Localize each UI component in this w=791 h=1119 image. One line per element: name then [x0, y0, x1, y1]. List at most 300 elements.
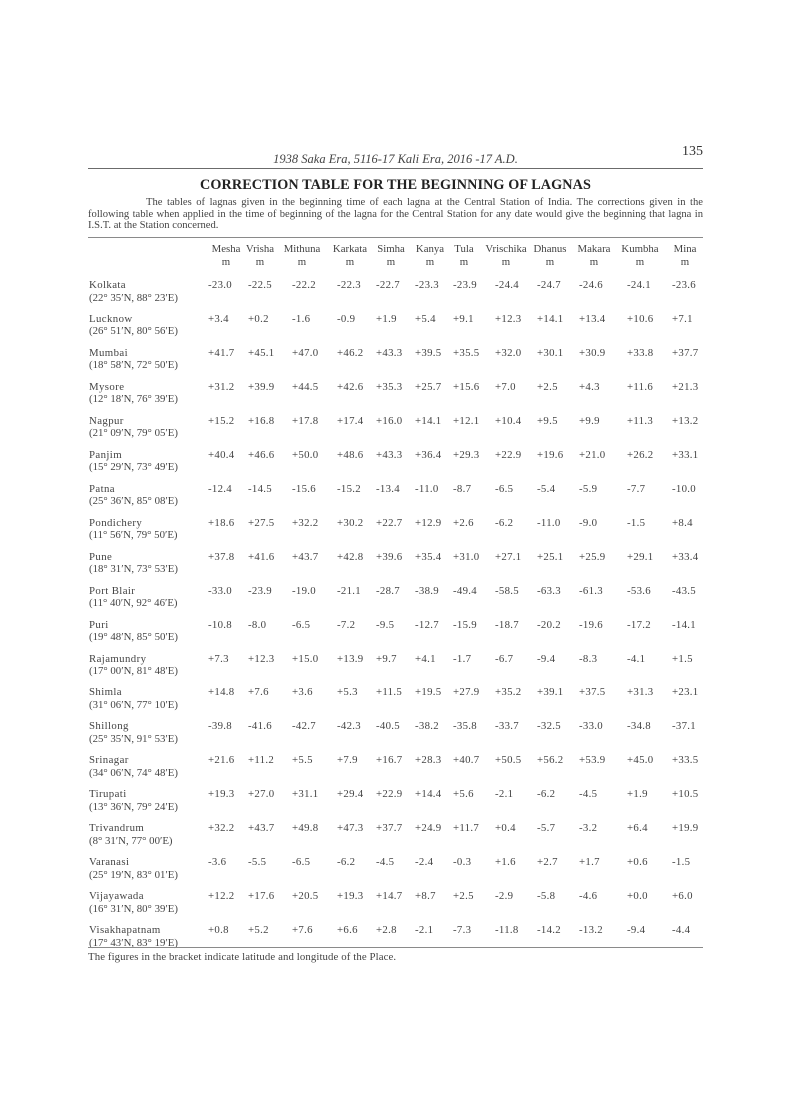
column-name: Mina — [673, 243, 697, 255]
correction-value: -23.9 — [453, 279, 477, 291]
correction-value: +14.1 — [415, 414, 442, 427]
correction-value: -6.5 — [292, 618, 311, 631]
place-coordinates: (13° 36′N, 79° 24′E) — [89, 800, 178, 813]
correction-value: +27.1 — [495, 550, 522, 563]
place-cell — [89, 754, 178, 779]
correction-value: +2.5 — [453, 890, 474, 903]
place-cell — [89, 924, 178, 949]
column-name: Kanya — [415, 243, 445, 255]
correction-value: +15.6 — [453, 380, 480, 393]
column-name: Vrischika — [485, 243, 527, 255]
correction-value: -4.5 — [376, 856, 395, 869]
column-unit: m — [545, 256, 555, 268]
correction-value: -15.6 — [292, 482, 316, 495]
correction-value: +9.9 — [579, 414, 600, 427]
correction-value: -38.9 — [415, 584, 439, 597]
place-coordinates: (17° 43′N, 83° 19′E) — [89, 936, 178, 949]
correction-value: +7.6 — [248, 686, 269, 699]
place-coordinates: (25° 36′N, 85° 08′E) — [89, 495, 178, 508]
correction-value: +22.9 — [495, 448, 522, 461]
correction-value: -32.5 — [537, 720, 561, 733]
column-header — [578, 243, 611, 269]
correction-value: -9.0 — [579, 516, 598, 529]
correction-value: -2.1 — [495, 788, 514, 801]
correction-value: +32.0 — [495, 346, 522, 359]
place-coordinates: (22° 35′N, 88° 23′E) — [89, 291, 178, 304]
correction-value: +16.8 — [248, 414, 275, 427]
column-name: Mithuna — [283, 243, 321, 255]
correction-value: -40.5 — [376, 720, 400, 733]
correction-value: -33.7 — [495, 720, 519, 733]
correction-value: +7.9 — [337, 754, 358, 767]
correction-value: +43.7 — [248, 822, 275, 835]
correction-value: +21.0 — [579, 448, 606, 461]
correction-value: -10.8 — [208, 618, 232, 631]
correction-value: +30.1 — [537, 346, 564, 359]
table-row — [0, 517, 791, 547]
correction-value: -43.5 — [672, 584, 696, 597]
place-cell — [89, 449, 178, 474]
correction-value: -1.5 — [627, 516, 646, 529]
correction-value: -19.6 — [579, 618, 603, 631]
correction-value: +14.7 — [376, 890, 403, 903]
correction-value: -0.9 — [337, 312, 356, 325]
correction-value: +35.5 — [453, 346, 480, 359]
correction-value: -21.1 — [337, 584, 361, 597]
correction-value: +36.4 — [415, 448, 442, 461]
correction-value: -14.1 — [672, 618, 696, 631]
correction-value: +19.9 — [672, 822, 699, 835]
table-row — [0, 619, 791, 649]
correction-value: +9.1 — [453, 312, 474, 325]
correction-value: +19.3 — [337, 890, 364, 903]
correction-value: +7.1 — [672, 312, 693, 325]
place-coordinates: (31° 06′N, 77° 10′E) — [89, 698, 178, 711]
correction-value: +35.4 — [415, 550, 442, 563]
place-cell — [89, 415, 178, 440]
correction-value: +39.9 — [248, 380, 275, 393]
correction-value: +56.2 — [537, 754, 564, 767]
correction-value: +8.4 — [672, 516, 693, 529]
correction-value: +13.4 — [579, 312, 606, 325]
table-row — [0, 856, 791, 886]
place-coordinates: (19° 48′N, 85° 50′E) — [89, 631, 178, 643]
correction-value: -7.3 — [453, 924, 472, 937]
correction-value: +41.6 — [248, 550, 275, 563]
correction-value: -33.0 — [208, 584, 232, 597]
correction-value: -35.8 — [453, 720, 477, 733]
correction-value: +31.3 — [627, 686, 654, 699]
correction-value: -15.2 — [337, 482, 361, 495]
place-cell — [89, 890, 178, 915]
column-unit: m — [589, 256, 599, 268]
correction-value: -38.2 — [415, 720, 439, 733]
correction-value: +12.2 — [208, 890, 235, 903]
correction-value: -2.1 — [415, 924, 434, 937]
correction-value: +13.9 — [337, 652, 364, 665]
place-name: Port Blair — [89, 584, 136, 597]
place-name: Pondichery — [89, 516, 143, 529]
correction-value: -13.4 — [376, 482, 400, 495]
correction-value: +37.7 — [376, 822, 403, 835]
correction-value: +5.5 — [292, 754, 313, 767]
correction-value: -7.2 — [337, 618, 356, 631]
table-row — [0, 686, 791, 716]
correction-value: -63.3 — [537, 584, 561, 597]
correction-value: -5.5 — [248, 856, 267, 869]
place-coordinates: (15° 29′N, 73° 49′E) — [89, 461, 178, 474]
correction-value: +33.1 — [672, 448, 699, 461]
correction-value: -22.5 — [248, 279, 272, 291]
footnote: The figures in the bracket indicate latitude and longitude of the Place. — [88, 951, 397, 963]
correction-value: +32.2 — [208, 822, 235, 835]
correction-value: +19.3 — [208, 788, 235, 801]
place-cell — [89, 653, 178, 678]
column-unit: m — [297, 256, 307, 268]
correction-value: -58.5 — [495, 584, 519, 597]
correction-value: +40.4 — [208, 448, 235, 461]
correction-value: +6.0 — [672, 890, 693, 903]
correction-value: +49.8 — [292, 822, 319, 835]
correction-value: +27.5 — [248, 516, 275, 529]
correction-value: +37.8 — [208, 550, 235, 563]
place-name: Panjim — [89, 448, 122, 461]
correction-value: +25.7 — [415, 380, 442, 393]
place-coordinates: (21° 09′N, 79° 05′E) — [89, 427, 178, 440]
correction-value: -24.4 — [495, 279, 519, 291]
correction-value: -2.4 — [415, 856, 434, 869]
correction-value: +33.8 — [627, 346, 654, 359]
place-cell — [89, 788, 178, 813]
table-row — [0, 890, 791, 920]
correction-value: +6.4 — [627, 822, 648, 835]
place-coordinates: (11° 56′N, 79° 50′E) — [89, 529, 178, 542]
correction-value: +22.7 — [376, 516, 403, 529]
correction-value: +46.6 — [248, 448, 275, 461]
correction-value: -14.2 — [537, 924, 561, 937]
column-header — [534, 243, 567, 269]
table-top-rule — [88, 237, 703, 238]
correction-value: -23.6 — [672, 279, 696, 291]
correction-value: +31.0 — [453, 550, 480, 563]
place-coordinates: (16° 31′N, 80° 39′E) — [89, 902, 178, 915]
correction-value: +1.9 — [376, 312, 397, 325]
place-name: Tirupati — [89, 788, 127, 801]
correction-value: -4.5 — [579, 788, 598, 801]
correction-value: +7.0 — [495, 380, 516, 393]
place-name: Patna — [89, 482, 115, 495]
correction-value: +47.3 — [337, 822, 364, 835]
correction-value: +31.1 — [292, 788, 319, 801]
correction-value: +0.8 — [208, 924, 229, 937]
correction-value: -42.7 — [292, 720, 316, 733]
correction-value: -6.5 — [495, 482, 514, 495]
correction-value: -8.0 — [248, 618, 267, 631]
place-name: Lucknow — [89, 312, 133, 325]
correction-value: +0.4 — [495, 822, 516, 835]
correction-value: +7.3 — [208, 652, 229, 665]
correction-value: +35.2 — [495, 686, 522, 699]
correction-value: +11.3 — [627, 414, 654, 427]
correction-value: +41.7 — [208, 346, 235, 359]
place-cell — [89, 551, 178, 576]
place-coordinates: (18° 31′N, 73° 53′E) — [89, 563, 178, 576]
correction-value: +3.4 — [208, 312, 229, 325]
place-coordinates: (34° 06′N, 74° 48′E) — [89, 766, 178, 779]
correction-value: +11.5 — [376, 686, 403, 699]
column-header — [416, 243, 444, 269]
correction-value: +43.7 — [292, 550, 319, 563]
correction-value: -19.0 — [292, 584, 316, 597]
place-name: Trivandrum — [89, 822, 145, 835]
correction-value: +1.9 — [627, 788, 648, 801]
place-name: Kolkata — [89, 279, 126, 291]
correction-value: +45.1 — [248, 346, 275, 359]
correction-value: +17.6 — [248, 890, 275, 903]
correction-value: +19.6 — [537, 448, 564, 461]
column-unit: m — [425, 256, 435, 268]
place-cell — [89, 381, 178, 406]
correction-value: +5.2 — [248, 924, 269, 937]
correction-value: +0.2 — [248, 312, 269, 325]
correction-value: +23.1 — [672, 686, 699, 699]
correction-value: -37.1 — [672, 720, 696, 733]
correction-value: -28.7 — [376, 584, 400, 597]
correction-value: +17.4 — [337, 414, 364, 427]
place-cell — [89, 686, 178, 711]
correction-value: +12.3 — [495, 312, 522, 325]
correction-value: -5.9 — [579, 482, 598, 495]
place-coordinates: (12° 18′N, 76° 39′E) — [89, 393, 178, 406]
era-line: 1938 Saka Era, 5116-17 Kali Era, 2016 -17 A.D. — [273, 152, 518, 166]
correction-value: -11.0 — [537, 516, 561, 529]
table-row — [0, 483, 791, 513]
correction-value: +1.7 — [579, 856, 600, 869]
place-coordinates: (18° 58′N, 72° 50′E) — [89, 359, 178, 372]
correction-value: +29.1 — [627, 550, 654, 563]
correction-value: +30.2 — [337, 516, 364, 529]
place-cell — [89, 720, 178, 745]
place-coordinates: (11° 40′N, 92° 46′E) — [89, 597, 178, 609]
correction-value: +16.7 — [376, 754, 403, 767]
correction-value: +46.2 — [337, 346, 364, 359]
place-name: Rajamundry — [89, 652, 147, 665]
place-name: Shimla — [89, 686, 122, 699]
column-header — [246, 243, 274, 269]
table-row — [0, 585, 791, 615]
correction-value: +50.5 — [495, 754, 522, 767]
place-coordinates: (8° 31′N, 77° 00′E) — [89, 834, 173, 847]
correction-value: -9.5 — [376, 618, 395, 631]
column-unit: m — [501, 256, 511, 268]
correction-value: +48.6 — [337, 448, 364, 461]
correction-value: -6.2 — [495, 516, 514, 529]
table-bottom-rule — [88, 947, 703, 948]
correction-value: +29.4 — [337, 788, 364, 801]
correction-value: +5.3 — [337, 686, 358, 699]
table-row — [0, 415, 791, 445]
correction-value: +2.7 — [537, 856, 558, 869]
column-name: Vrisha — [245, 243, 275, 255]
page-title: CORRECTION TABLE FOR THE BEGINNING OF LAGNAS — [200, 177, 591, 193]
correction-value: +9.7 — [376, 652, 397, 665]
table-row — [0, 551, 791, 581]
correction-value: +8.7 — [415, 890, 436, 903]
correction-value: -17.2 — [627, 618, 651, 631]
column-unit: m — [680, 256, 690, 268]
correction-value: -24.1 — [627, 279, 651, 291]
correction-value: +45.0 — [627, 754, 654, 767]
column-unit: m — [345, 256, 355, 268]
correction-value: +22.9 — [376, 788, 403, 801]
correction-value: +44.5 — [292, 380, 319, 393]
place-name: Srinagar — [89, 754, 129, 767]
column-header — [621, 243, 658, 269]
correction-value: +29.3 — [453, 448, 480, 461]
correction-value: -24.6 — [579, 279, 603, 291]
correction-value: -3.6 — [208, 856, 227, 869]
correction-value: +39.1 — [537, 686, 564, 699]
correction-value: +1.5 — [672, 652, 693, 665]
correction-value: -42.3 — [337, 720, 361, 733]
correction-value: -49.4 — [453, 584, 477, 597]
correction-value: +47.0 — [292, 346, 319, 359]
correction-value: -1.5 — [672, 856, 691, 869]
correction-value: -12.4 — [208, 482, 232, 495]
place-cell — [89, 279, 178, 304]
correction-value: +32.2 — [292, 516, 319, 529]
column-name: Dhanus — [533, 243, 567, 255]
correction-value: +39.5 — [415, 346, 442, 359]
correction-value: -1.7 — [453, 652, 472, 665]
column-name: Mesha — [211, 243, 241, 255]
correction-value: +12.3 — [248, 652, 275, 665]
page-number: 135 — [682, 144, 703, 159]
correction-value: +10.5 — [672, 788, 699, 801]
correction-value: +35.3 — [376, 380, 403, 393]
place-cell — [89, 856, 178, 881]
column-header — [212, 243, 241, 269]
column-header — [333, 243, 367, 269]
correction-value: +40.7 — [453, 754, 480, 767]
correction-value: -11.0 — [415, 482, 439, 495]
table-row — [0, 924, 791, 954]
correction-value: -9.4 — [537, 652, 556, 665]
table-row — [0, 347, 791, 377]
correction-value: +13.2 — [672, 414, 699, 427]
correction-value: -23.3 — [415, 279, 439, 291]
place-coordinates: (26° 51′N, 80° 56′E) — [89, 325, 178, 338]
correction-value: +42.6 — [337, 380, 364, 393]
column-header — [377, 243, 405, 269]
correction-value: +4.1 — [415, 652, 436, 665]
correction-value: +2.6 — [453, 516, 474, 529]
correction-value: -6.2 — [337, 856, 356, 869]
correction-value: -23.9 — [248, 584, 272, 597]
place-name: Puri — [89, 618, 109, 631]
correction-value: -0.3 — [453, 856, 472, 869]
table-row — [0, 279, 791, 309]
correction-value: +5.4 — [415, 312, 436, 325]
correction-value: +11.6 — [627, 380, 654, 393]
correction-value: -5.4 — [537, 482, 556, 495]
correction-value: +21.3 — [672, 380, 699, 393]
intro-text: The tables of lagnas given in the beginning time of each lagna at the Central Station of India. The corrections given in the following table when applied in the time of beginning of the lagna for the Central Station for any date would give the beginning that lagna in I.S.T. at the Station concerned. — [88, 197, 703, 232]
correction-value: -10.0 — [672, 482, 696, 495]
correction-value: +5.6 — [453, 788, 474, 801]
correction-value: -7.7 — [627, 482, 646, 495]
correction-value: +31.2 — [208, 380, 235, 393]
correction-value: +0.0 — [627, 890, 648, 903]
correction-value: +12.1 — [453, 414, 480, 427]
correction-value: -4.4 — [672, 924, 691, 937]
correction-value: +14.8 — [208, 686, 235, 699]
place-name: Nagpur — [89, 414, 124, 427]
correction-value: +15.2 — [208, 414, 235, 427]
place-coordinates: (25° 35′N, 91° 53′E) — [89, 732, 178, 745]
correction-value: -20.2 — [537, 618, 561, 631]
correction-value: +27.0 — [248, 788, 275, 801]
column-name: Karkata — [332, 243, 368, 255]
correction-value: -6.2 — [537, 788, 556, 801]
running-head — [88, 144, 703, 169]
correction-value: +18.6 — [208, 516, 235, 529]
correction-value: +27.9 — [453, 686, 480, 699]
correction-value: -9.4 — [627, 924, 646, 937]
correction-value: +10.6 — [627, 312, 654, 325]
correction-value: -5.8 — [537, 890, 556, 903]
place-name: Varanasi — [89, 856, 130, 869]
correction-value: +14.4 — [415, 788, 442, 801]
correction-value: -6.5 — [292, 856, 311, 869]
correction-value: -34.8 — [627, 720, 651, 733]
place-name: Pune — [89, 550, 113, 563]
correction-value: +25.1 — [537, 550, 564, 563]
correction-value: -18.7 — [495, 618, 519, 631]
correction-value: -1.6 — [292, 312, 311, 325]
table-row — [0, 449, 791, 479]
correction-value: +30.9 — [579, 346, 606, 359]
place-name: Vijayawada — [89, 890, 144, 903]
column-header — [454, 243, 473, 269]
correction-value: -6.7 — [495, 652, 514, 665]
correction-value: -12.7 — [415, 618, 439, 631]
correction-value: +25.9 — [579, 550, 606, 563]
correction-value: +16.0 — [376, 414, 403, 427]
correction-value: +43.3 — [376, 346, 403, 359]
correction-value: +50.0 — [292, 448, 319, 461]
correction-value: +7.6 — [292, 924, 313, 937]
correction-value: -39.8 — [208, 720, 232, 733]
place-name: Shillong — [89, 720, 129, 733]
correction-value: -41.6 — [248, 720, 272, 733]
correction-value: +24.9 — [415, 822, 442, 835]
correction-value: +37.5 — [579, 686, 606, 699]
column-unit: m — [255, 256, 265, 268]
table-row — [0, 720, 791, 750]
correction-value: -13.2 — [579, 924, 603, 937]
correction-value: +3.6 — [292, 686, 313, 699]
correction-value: -3.2 — [579, 822, 598, 835]
correction-value: +42.8 — [337, 550, 364, 563]
place-name: Visakhapatnam — [89, 924, 161, 937]
correction-value: +14.1 — [537, 312, 564, 325]
place-cell — [89, 822, 173, 847]
place-cell — [89, 483, 178, 508]
correction-value: +26.2 — [627, 448, 654, 461]
correction-value: -8.7 — [453, 482, 472, 495]
table-row — [0, 381, 791, 411]
